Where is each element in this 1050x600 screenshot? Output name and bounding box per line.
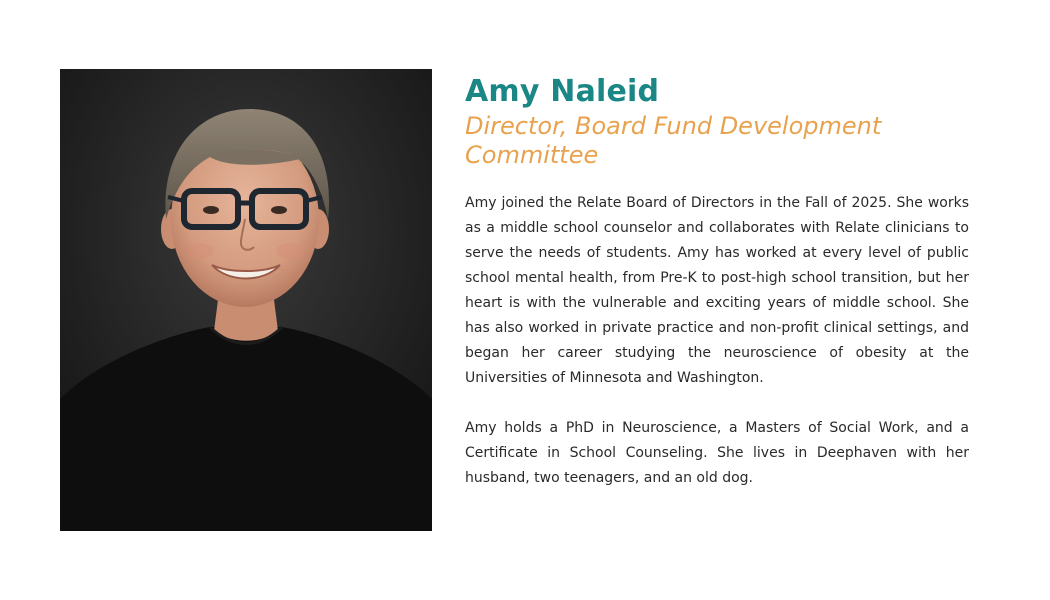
portrait-photo — [60, 69, 432, 531]
bio-paragraph-1: Amy joined the Relate Board of Directors in the Fall of 2025. She works as a middle school counselor and collaborates with Relate clinicians to serve the needs of students. Amy has worked at every level of public school mental health, from Pre-K to post-high school transition, but her heart is with the vulnerable and exciting years of middle school. She has also worked in private practice and non-profit clinical settings, and began her career studying the neuroscience of obesity at the Universities of Minnesota and Washington. — [465, 195, 969, 386]
person-name: Amy Naleid — [465, 74, 660, 109]
portrait-illustration — [60, 69, 432, 531]
person-title: Director, Board Fund Development Committee — [465, 112, 882, 169]
bio-section — [465, 74, 969, 491]
bio-paragraph-2: Amy holds a PhD in Neuroscience, a Masters of Social Work, and a Certificate in School Counseling. She lives in Deephaven with her husband, two teenagers, and an old dog. — [465, 420, 969, 486]
